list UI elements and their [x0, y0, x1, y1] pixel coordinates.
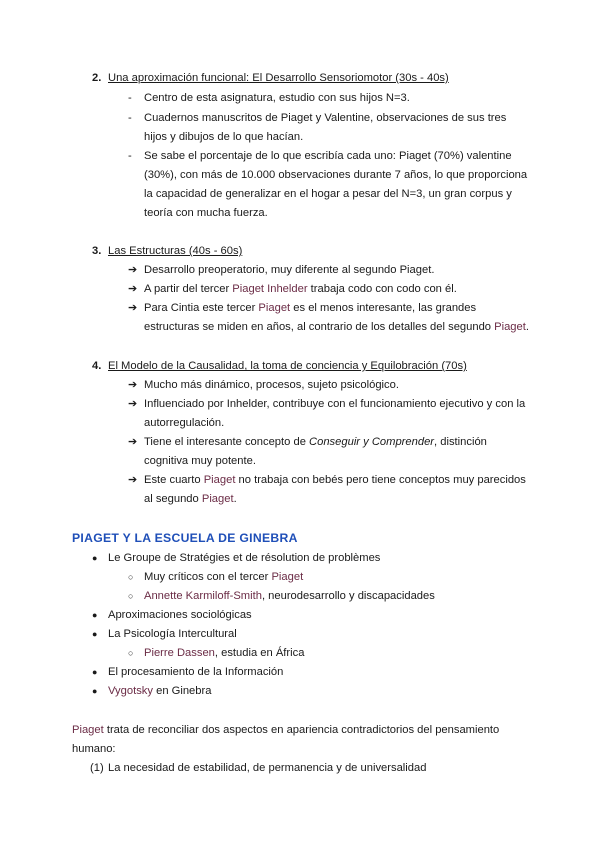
list-item: Vygotsky en Ginebra	[108, 685, 212, 697]
arrow-bullet-icon: ➔	[128, 436, 138, 448]
paragraph-line: Piaget trata de reconciliar dos aspectos en apariencia contradictorios del pensamiento	[72, 724, 500, 736]
arrow-bullet-icon: ➔	[128, 474, 138, 486]
list-item: Tiene el interesante concepto de Conseguir y Comprender, distinción	[144, 436, 487, 448]
italic-concept: Conseguir y Comprender	[309, 436, 435, 448]
enum-item: La necesidad de estabilidad, de permanencia y de universalidad	[108, 762, 427, 774]
section-title: Una aproximación funcional: El Desarrollo Sensoriomotor (30s - 40s)	[108, 72, 449, 84]
list-item-continuation: (30%), con más de 10.000 observaciones durante 7 años, lo que proporciona	[144, 169, 528, 181]
bullet-dot-icon: ●	[92, 667, 98, 677]
section-number: 3.	[92, 245, 102, 257]
highlighted-name: Piaget	[494, 321, 526, 333]
arrow-bullet-icon: ➔	[128, 398, 138, 410]
bullet-dot-icon: ●	[92, 553, 98, 563]
arrow-bullet-icon: ➔	[128, 302, 138, 314]
list-item-continuation: la capacidad de generalizar en el hogar a pesar del N=3, un gran corpus y	[144, 188, 512, 200]
bullet-dot-icon: ●	[92, 629, 98, 639]
list-item: Influenciado por Inhelder, contribuye con el funcionamiento ejecutivo y con la	[144, 398, 526, 410]
highlighted-name: Piaget	[201, 493, 234, 505]
dash-bullet: -	[128, 92, 132, 104]
section-heading: PIAGET Y LA ESCUELA DE GINEBRA	[72, 531, 298, 545]
dash-bullet: -	[128, 150, 132, 162]
highlighted-name: Annette Karmiloff-Smith	[144, 590, 262, 602]
bullet-circle-icon: ○	[128, 648, 134, 658]
highlighted-name: Vygotsky	[108, 685, 153, 697]
section-title: Las Estructuras (40s - 60s)	[108, 245, 243, 257]
list-item-continuation: hijos y dibujos de lo que hacían.	[144, 131, 304, 143]
arrow-bullet-icon: ➔	[128, 264, 138, 276]
enum-label: (1)	[90, 762, 104, 774]
section-number: 2.	[92, 72, 102, 84]
sub-list-item: Muy críticos con el tercer Piaget	[144, 571, 304, 583]
list-item: Para Cintia este tercer Piaget es el menos interesante, las grandes	[144, 302, 477, 314]
list-item: Aproximaciones sociológicas	[108, 609, 252, 621]
sub-list-item: Annette Karmiloff-Smith, neurodesarrollo y discapacidades	[144, 590, 435, 602]
list-item: Le Groupe de Stratégies et de résolution de problèmes	[108, 552, 381, 564]
list-item: Mucho más dinámico, procesos, sujeto psicológico.	[144, 379, 399, 391]
highlighted-name: Piaget	[258, 302, 291, 314]
list-item: Se sabe el porcentaje de lo que escribía cada uno: Piaget (70%) valentine	[144, 150, 512, 162]
list-item: La Psicología Intercultural	[108, 628, 237, 640]
list-item-continuation: teoría con mucha fuerza.	[144, 207, 268, 219]
section-number: 4.	[92, 360, 102, 372]
dash-bullet: -	[128, 112, 132, 124]
list-item-continuation: estructuras se miden en años, al contrario de los detalles del segundo Piaget.	[144, 321, 529, 333]
highlighted-name: Piaget Inhelder	[232, 283, 308, 295]
list-item-continuation: cognitiva muy potente.	[144, 455, 256, 467]
bullet-dot-icon: ●	[92, 610, 98, 620]
list-item-continuation: autorregulación.	[144, 417, 225, 429]
list-item-continuation: al segundo Piaget.	[144, 493, 237, 505]
bullet-circle-icon: ○	[128, 591, 134, 601]
list-item: Desarrollo preoperatorio, muy diferente al segundo Piaget.	[144, 264, 435, 276]
bullet-circle-icon: ○	[128, 572, 134, 582]
arrow-bullet-icon: ➔	[128, 379, 138, 391]
list-item: A partir del tercer Piaget Inhelder trabaja codo con codo con él.	[144, 283, 457, 295]
list-item: El procesamiento de la Información	[108, 666, 284, 678]
arrow-bullet-icon: ➔	[128, 283, 138, 295]
paragraph-line: humano:	[72, 743, 116, 755]
sub-list-item: Pierre Dassen, estudia en África	[144, 647, 305, 659]
highlighted-name: Piaget	[203, 474, 236, 486]
highlighted-name: Piaget	[72, 724, 104, 736]
highlighted-name: Piaget	[271, 571, 304, 583]
bullet-dot-icon: ●	[92, 686, 98, 696]
section-title: El Modelo de la Causalidad, la toma de conciencia y Equilobración (70s)	[108, 360, 467, 372]
list-item: Cuadernos manuscritos de Piaget y Valentine, observaciones de sus tres	[144, 112, 507, 124]
list-item: Centro de esta asignatura, estudio con sus hijos N=3.	[144, 92, 410, 104]
list-item: Este cuarto Piaget no trabaja con bebés pero tiene conceptos muy parecidos	[144, 474, 526, 486]
highlighted-name: Pierre Dassen	[144, 647, 215, 659]
